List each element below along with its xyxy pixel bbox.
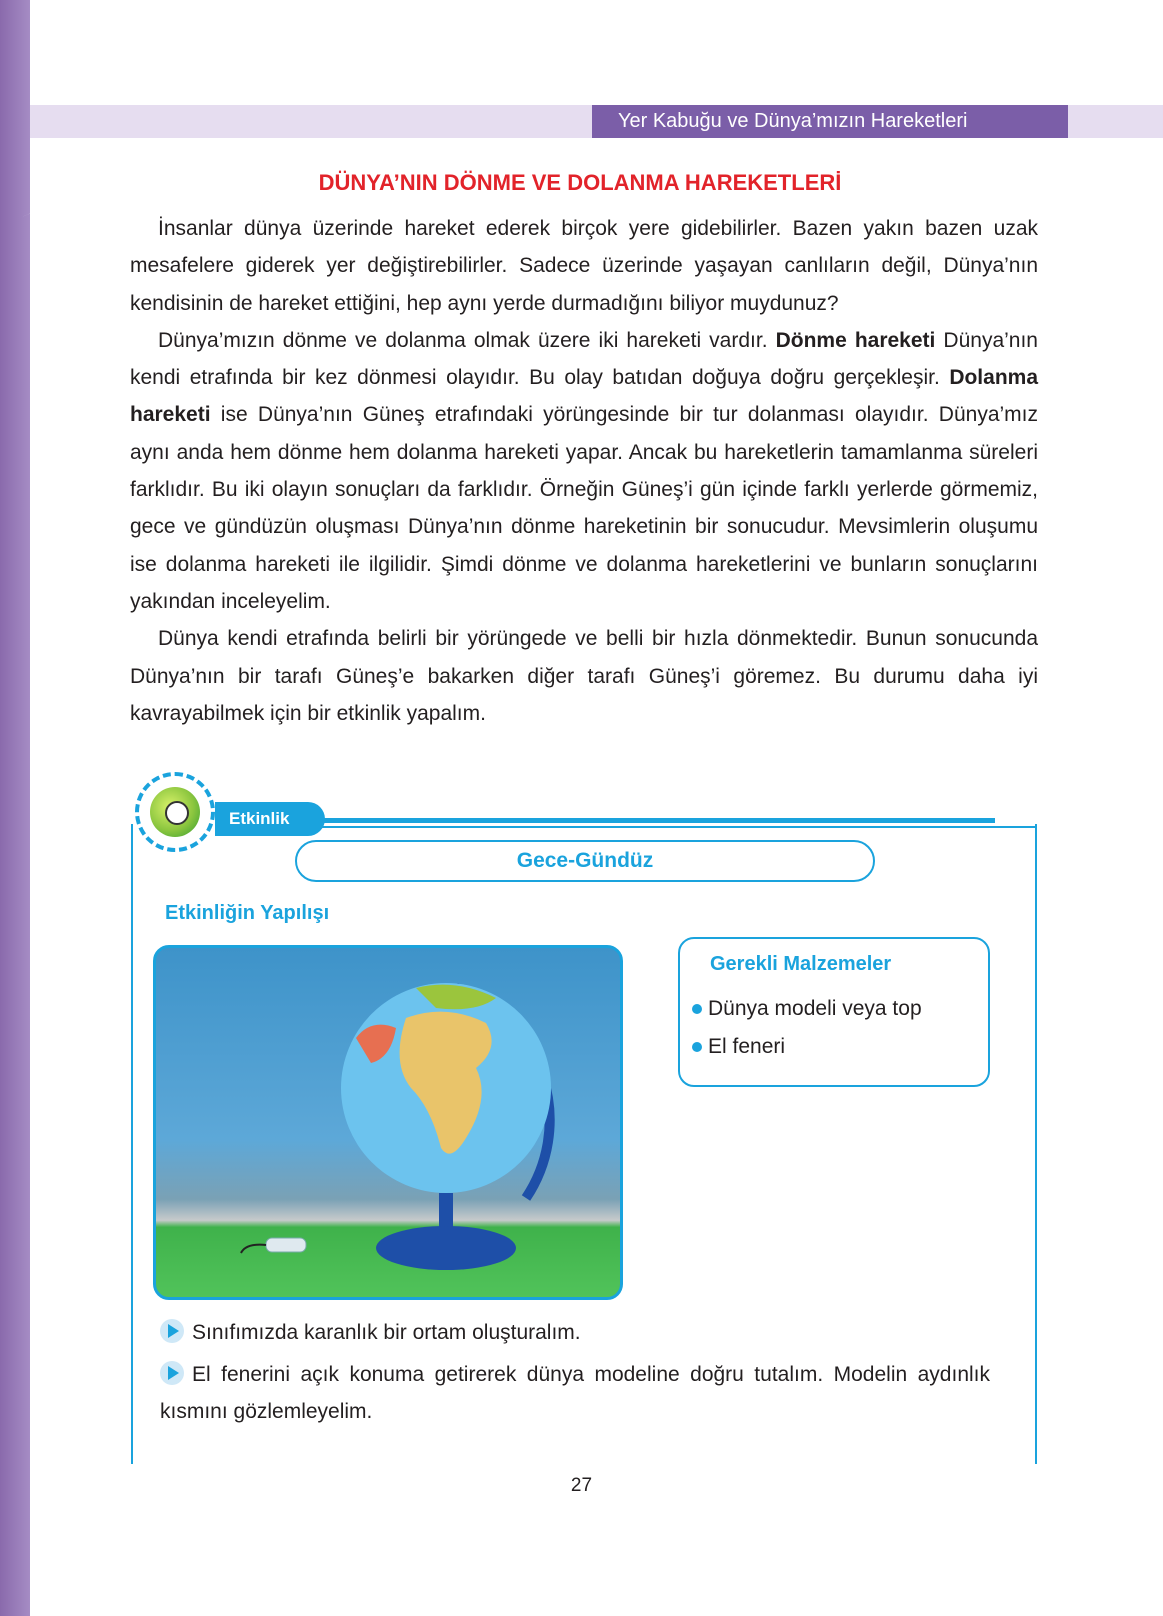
- flashlight-icon: [266, 1238, 306, 1252]
- paragraph-3: Dünya kendi etrafında belirli bir yörüngede ve belli bir hızla dönmektedir. Bunun sonucunda Dünya’nın bir tarafı Güneş’e bakarken diğer tarafı Güneş’i göremez. Bu durumu daha iyi kavrayabilmek için bir etkinlik yapalım.: [130, 627, 1038, 725]
- term-dolanma-hareketi: Dolanma hareketi: [130, 366, 1038, 427]
- paragraph-1: İnsanlar dünya üzerinde hareket ederek birçok yere gidebilirler. Bazen yakın bazen uzak mesafelere giderek yer değiştirebilirler. Sadece üzerinde yaşayan canlıların değil, Dünya’nın kendisinin de hareket ettiğini, hep aynı yerde durmadığını biliyor muydunuz?: [130, 217, 1038, 315]
- materials-list: [692, 990, 922, 1066]
- activity-title: Gece-Gündüz: [295, 840, 875, 882]
- play-arrow-icon: [160, 1361, 184, 1385]
- materials-item-label: Dünya modeli veya top: [708, 997, 922, 1020]
- procedure-heading: Etkinliğin Yapılışı: [165, 902, 330, 924]
- materials-title: Gerekli Malzemeler: [710, 953, 892, 975]
- activity-step-text: El fenerini açık konuma getirerek dünya modeline doğru tutalım. Modelin aydınlık kısmını gözlemleyelim.: [160, 1363, 990, 1423]
- paragraph-2-part-e: ise Dünya’nın Güneş etrafındaki yörüngesinde bir tur dolanması olayıdır. Dünya’mız aynı anda hem dönme hem dolanma hareketi yapar. Ancak bu hareketlerin tamamlanma süreleri farklıdır. Bu iki olayın sonuçları da farklıdır. Örneğin Güneş’i gün içinde farklı yerlerde görmemiz, gece ve gündüzün oluşması Dünya’nın dönme hareketinin bir sonucudur. Mevsimlerin oluşumu ise dolanma hareketi ile ilgilidir. Şimdi dönme ve dolanma hareketlerini ve bunların sonuçlarını yakından inceleyelim.: [130, 403, 1038, 613]
- paragraph-2-part-c: Dünya’nın kendi etrafında bir kez dönmesi olayıdır. Bu olay batıdan doğuya doğru gerçekleşir.: [130, 328, 1038, 390]
- activity-step-text: Sınıfımızda karanlık bir ortam oluşturalım.: [192, 1321, 581, 1344]
- term-donme-hareketi: Dönme hareketi: [775, 328, 936, 352]
- paragraph-2-part-a: Dünya’mızın dönme ve dolanma olmak üzere iki hareketi vardır.: [158, 328, 776, 352]
- activity-step: [160, 1314, 990, 1351]
- page-edge-decoration: [0, 0, 30, 1616]
- page-number: 27: [570, 1475, 593, 1496]
- activity-top-line: [300, 818, 995, 823]
- materials-item-label: El feneri: [708, 1035, 786, 1058]
- bullet-icon: [692, 1042, 702, 1052]
- body-text: [130, 210, 1038, 732]
- flashlight-strap: [241, 1245, 266, 1253]
- activity-step: [160, 1356, 990, 1430]
- materials-item: [692, 990, 922, 1028]
- play-arrow-icon: [160, 1319, 184, 1343]
- materials-item: [692, 1028, 922, 1066]
- activity-top-line-inner: [300, 826, 1037, 828]
- paragraph-2: [130, 322, 1038, 620]
- globe-illustration: [156, 948, 623, 1300]
- bullet-icon: [692, 1004, 702, 1014]
- globe-stand-base: [376, 1226, 516, 1270]
- clock-mascot-icon: [150, 787, 200, 837]
- section-title: Yer Kabuğu ve Dünya’mızın Hareketleri: [592, 105, 1068, 138]
- globe-photo: [153, 945, 623, 1300]
- activity-badge-label: Etkinlik: [215, 802, 325, 836]
- chapter-title: DÜNYA’NIN DÖNME VE DOLANMA HAREKETLERİ: [318, 170, 842, 195]
